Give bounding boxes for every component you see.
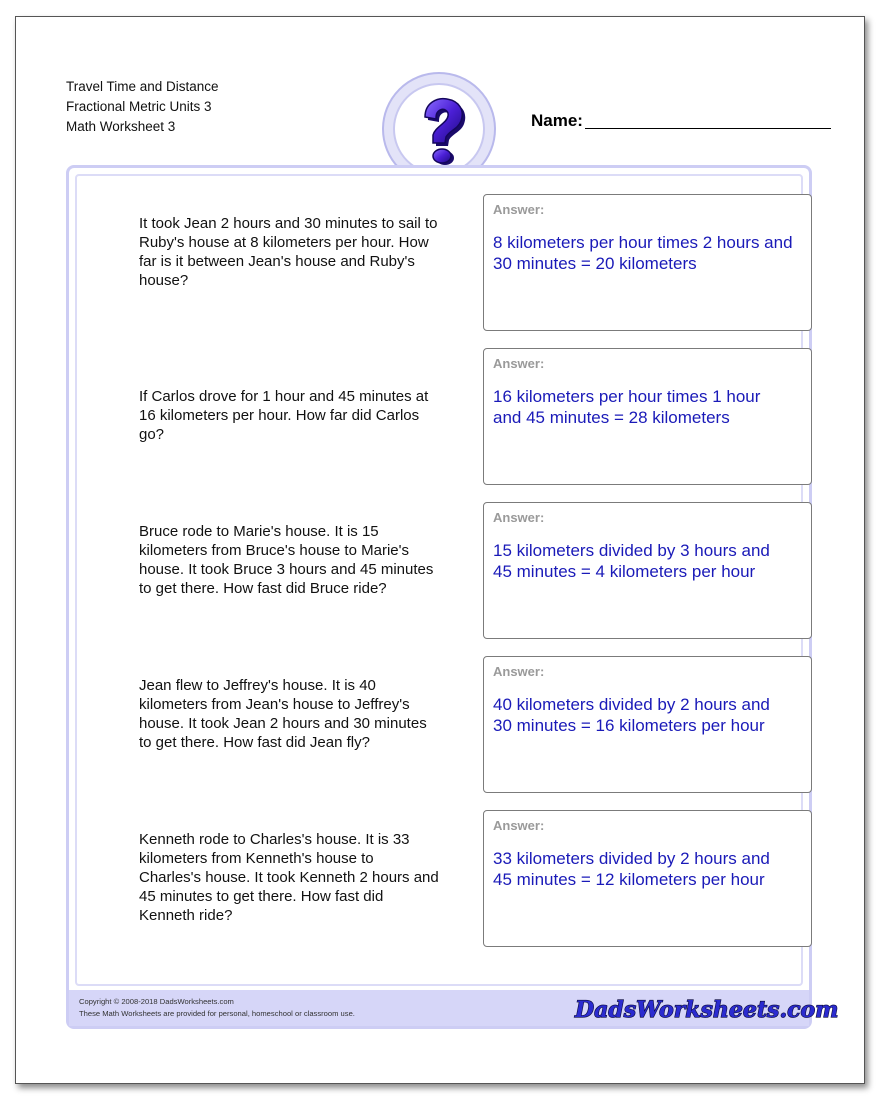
- worksheet-title-block: [66, 77, 219, 137]
- answer-box-3: [483, 502, 812, 639]
- name-field-line[interactable]: [585, 128, 831, 129]
- answer-text-1: 8 kilometers per hour times 2 hours and 30 minutes = 20 kilometers: [493, 233, 793, 273]
- title-line-2: Fractional Metric Units 3: [66, 99, 212, 114]
- answer-text-5: 33 kilometers divided by 2 hours and 45 minutes = 12 kilometers per hour: [493, 849, 770, 889]
- title-line-3: Math Worksheet 3: [66, 119, 176, 134]
- usage-notice: These Math Worksheets are provided for personal, homeschool or classroom use.: [79, 1009, 355, 1018]
- copyright-text: Copyright © 2008-2018 DadsWorksheets.com: [79, 997, 234, 1006]
- answer-label-1: Answer:: [493, 202, 545, 217]
- name-label: Name:: [531, 111, 583, 130]
- answer-box-4: [483, 656, 812, 793]
- answer-label-5: Answer:: [493, 818, 545, 833]
- answer-label-4: Answer:: [493, 664, 545, 679]
- question-mark-icon: [395, 85, 483, 173]
- answer-label-3: Answer:: [493, 510, 545, 525]
- answer-text-3: 15 kilometers divided by 3 hours and 45 minutes = 4 kilometers per hour: [493, 541, 770, 581]
- answer-box-5: [483, 810, 812, 947]
- answer-box-2: [483, 348, 812, 485]
- answer-text-2: 16 kilometers per hour times 1 hour and 45 minutes = 28 kilometers: [493, 387, 761, 427]
- question-1: It took Jean 2 hours and 30 minutes to sail to Ruby's house at 8 kilometers per hour. How far is it between Jean's house and Ruby's house?: [139, 215, 438, 289]
- question-2: If Carlos drove for 1 hour and 45 minutes at 16 kilometers per hour. How far did Carlos go?: [139, 388, 429, 443]
- title-line-1: Travel Time and Distance: [66, 79, 219, 94]
- footer-text: [79, 996, 355, 1020]
- footer-band: [69, 990, 839, 1026]
- dadsworksheets-logo: [569, 991, 839, 1025]
- answer-text-4: 40 kilometers divided by 2 hours and 30 minutes = 16 kilometers per hour: [493, 695, 770, 735]
- answer-label-2: Answer:: [493, 356, 545, 371]
- answer-box-1: [483, 194, 812, 331]
- brand-logo-text: DadsWorksheets.com: [575, 997, 839, 1023]
- question-5: Kenneth rode to Charles's house. It is 33 kilometers from Kenneth's house to Charles's house. It took Kenneth 2 hours and 45 minutes to get there. How fast did Kenneth ride?: [139, 831, 439, 924]
- worksheet-page: [15, 16, 865, 1084]
- question-3: Bruce rode to Marie's house. It is 15 kilometers from Bruce's house to Marie's house. It took Bruce 3 hours and 45 minutes to get there. How fast did Bruce ride?: [139, 523, 434, 597]
- problems-frame: [66, 165, 839, 1029]
- question-4: Jean flew to Jeffrey's house. It is 40 kilometers from Jean's house to Jeffrey's house. It took Jean 2 hours and 30 minutes to get there. How fast did Jean fly?: [139, 677, 427, 751]
